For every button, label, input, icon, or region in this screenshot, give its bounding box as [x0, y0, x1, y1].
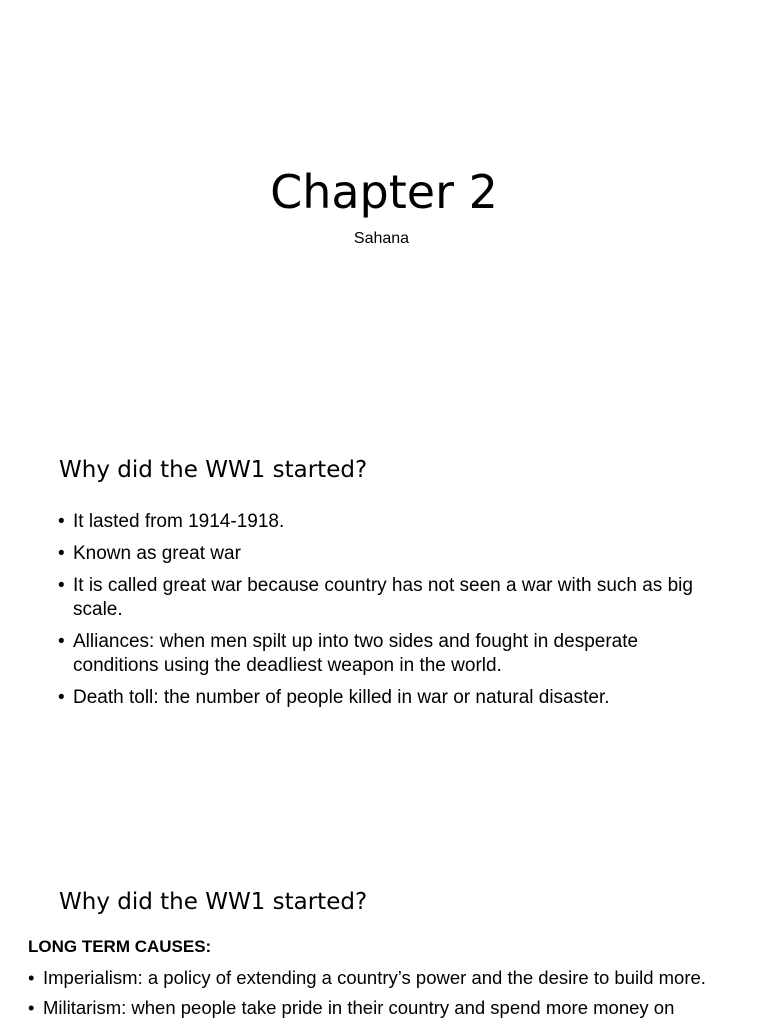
slide-why-ww1	[0, 432, 768, 864]
bullet-icon: •	[58, 631, 65, 652]
slide-heading: Why did the WW1 started?	[59, 457, 368, 483]
slide-long-term-causes	[0, 864, 768, 1024]
list-item-text: Militarism: when people take pride in their country and spend more money on	[43, 997, 675, 1018]
list-item-text: It lasted from 1914-1918.	[73, 511, 285, 532]
list-item	[58, 686, 718, 710]
list-item	[58, 510, 718, 534]
slide-title-page	[0, 0, 768, 432]
list-item-text: It is called great war because country has not seen a war with such as big scale.	[73, 575, 693, 620]
list-item	[28, 996, 753, 1020]
slide-subtitle: Sahana	[353, 230, 410, 247]
bullet-list	[28, 966, 753, 1024]
list-item-text: Known as great war	[73, 543, 241, 564]
bullet-list	[58, 510, 718, 718]
list-item-text: Alliances: when men spilt up into two sides and fought in desperate conditions using the deadliest weapon in the world.	[73, 631, 639, 676]
list-item-text: Death toll: the number of people killed in war or natural disaster.	[73, 687, 610, 708]
bullet-icon: •	[58, 687, 65, 708]
list-item	[28, 966, 753, 990]
slide-title: Chapter 2	[270, 165, 498, 219]
list-item	[58, 542, 718, 566]
list-item-text: Imperialism: a policy of extending a country’s power and the desire to build more.	[43, 967, 706, 988]
bullet-icon: •	[58, 511, 65, 532]
section-label: LONG TERM CAUSES:	[28, 937, 212, 956]
bullet-icon: •	[58, 575, 65, 596]
bullet-icon: •	[58, 543, 65, 564]
bullet-icon: •	[28, 967, 35, 988]
list-item	[58, 574, 718, 622]
bullet-icon: •	[28, 997, 35, 1018]
list-item	[58, 630, 718, 678]
slide-heading: Why did the WW1 started?	[59, 889, 368, 915]
